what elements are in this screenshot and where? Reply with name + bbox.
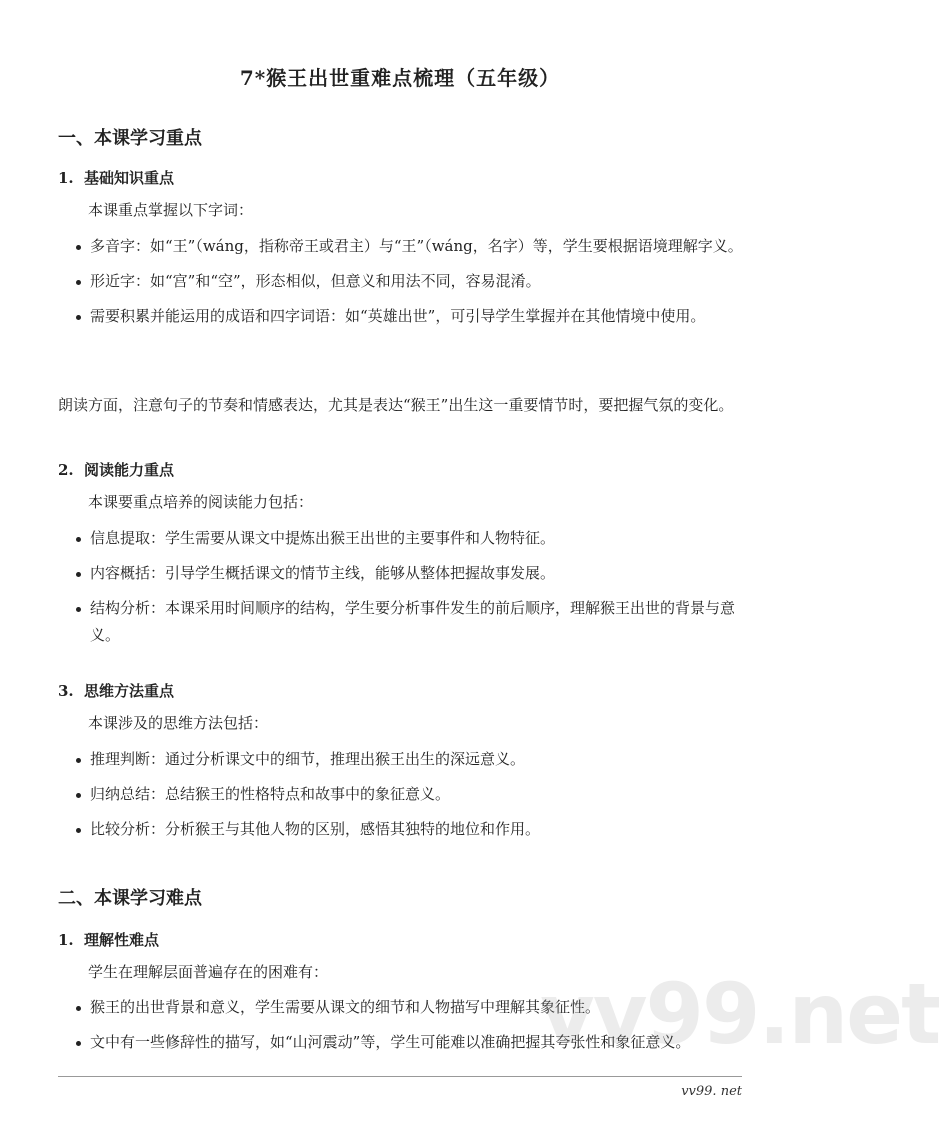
section-heading-difficulties: 二、本课学习难点 bbox=[58, 888, 202, 909]
section-heading-key-points: 一、本课学习重点 bbox=[58, 128, 202, 149]
bullet-list-comprehension-difficulties bbox=[76, 994, 748, 1056]
subheading-text: 思维方法重点 bbox=[84, 682, 175, 700]
list-item: 文中有一些修辞性的描写，如“山河震动”等，学生可能难以准确把握其夸张性和象征意义。 bbox=[76, 1029, 748, 1056]
bullet-list-thinking-methods bbox=[76, 746, 748, 843]
footer-site-label: vv99. net bbox=[681, 1084, 742, 1099]
list-item: 需要积累并能运用的成语和四字词语：如“英雄出世”，可引导学生掌握并在其他情境中使用。 bbox=[76, 303, 748, 330]
list-item: 比较分析：分析猴王与其他人物的区别，感悟其独特的地位和作用。 bbox=[76, 816, 748, 843]
list-item: 结构分析：本课采用时间顺序的结构，学生要分析事件发生的前后顺序，理解猴王出世的背景与意义。 bbox=[76, 595, 748, 649]
list-item: 推理判断：通过分析课文中的细节，推理出猴王出生的深远意义。 bbox=[76, 746, 748, 773]
subheading-number: 2. bbox=[58, 461, 74, 479]
list-item: 归纳总结：总结猴王的性格特点和故事中的象征意义。 bbox=[76, 781, 748, 808]
subheading-text: 阅读能力重点 bbox=[84, 461, 175, 479]
bullet-list-reading-ability bbox=[76, 525, 748, 649]
subheading-basic-knowledge bbox=[58, 167, 174, 188]
subheading-text: 基础知识重点 bbox=[84, 169, 175, 187]
bullet-list-basic-knowledge bbox=[76, 233, 748, 330]
subheading-reading-ability bbox=[58, 459, 174, 480]
intro-text: 本课重点掌握以下字词： bbox=[88, 201, 254, 219]
footer-divider bbox=[58, 1076, 742, 1077]
watermark: vv99.net bbox=[540, 965, 939, 1063]
subheading-comprehension-difficulties bbox=[58, 929, 159, 950]
list-item: 形近字：如“宫”和“空”，形态相似，但意义和用法不同，容易混淆。 bbox=[76, 268, 748, 295]
list-item: 多音字：如“王”（wáng，指称帝王或君主）与“王”（wáng，名字）等，学生要根据语境理解字义。 bbox=[76, 233, 748, 260]
list-item: 信息提取：学生需要从课文中提炼出猴王出世的主要事件和人物特征。 bbox=[76, 525, 748, 552]
intro-text: 本课要重点培养的阅读能力包括： bbox=[88, 493, 314, 511]
subheading-thinking-methods bbox=[58, 680, 174, 701]
subheading-number: 3. bbox=[58, 682, 74, 700]
list-item: 内容概括：引导学生概括课文的情节主线，能够从整体把握故事发展。 bbox=[76, 560, 748, 587]
subheading-number: 1. bbox=[58, 169, 74, 187]
subheading-number: 1. bbox=[58, 931, 74, 949]
subheading-text: 理解性难点 bbox=[84, 931, 160, 949]
reading-paragraph: 朗读方面，注意句子的节奏和情感表达，尤其是表达“猴王”出生这一重要情节时，要把握气氛的变化。 bbox=[58, 396, 734, 414]
intro-text: 本课涉及的思维方法包括： bbox=[88, 714, 269, 732]
intro-text: 学生在理解层面普遍存在的困难有： bbox=[88, 963, 329, 981]
page-title: 7*猴王出世重难点梳理（五年级） bbox=[239, 66, 561, 90]
list-item: 猴王的出世背景和意义，学生需要从课文的细节和人物描写中理解其象征性。 bbox=[76, 994, 748, 1021]
